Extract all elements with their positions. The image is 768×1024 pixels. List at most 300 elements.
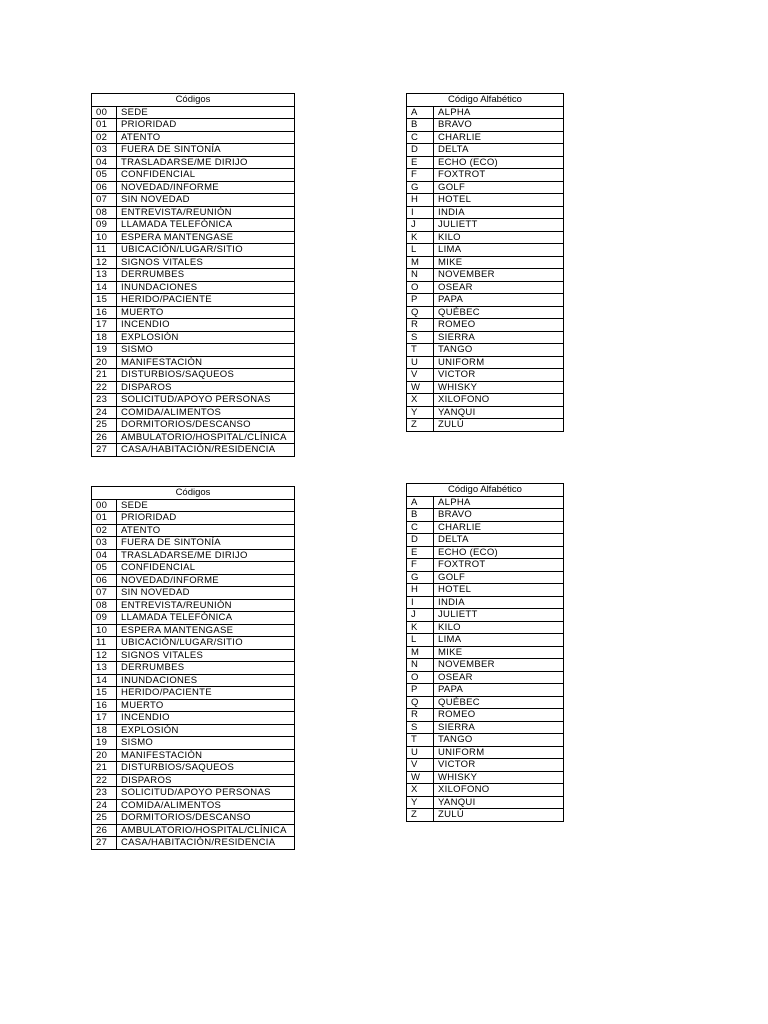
alphabet-letter: H	[407, 584, 434, 597]
code-row	[92, 206, 295, 219]
code-number: 15	[92, 687, 117, 700]
alphabet-row	[407, 496, 564, 509]
alphabet-row	[407, 671, 564, 684]
code-row	[92, 144, 295, 157]
alphabet-row	[407, 106, 564, 119]
code-row	[92, 737, 295, 750]
alphabet-row	[407, 419, 564, 432]
codes-table-body	[92, 106, 295, 456]
code-number: 00	[92, 499, 117, 512]
code-number: 17	[92, 712, 117, 725]
code-row	[92, 837, 295, 850]
code-row	[92, 637, 295, 650]
alphabet-row	[407, 181, 564, 194]
code-meaning: DERRUMBES	[117, 269, 295, 282]
code-row	[92, 799, 295, 812]
alphabet-row	[407, 331, 564, 344]
alphabet-word: PAPA	[434, 294, 564, 307]
code-row	[92, 662, 295, 675]
alphabet-row	[407, 356, 564, 369]
codes-table-title: Códigos	[92, 94, 295, 107]
alphabet-row	[407, 281, 564, 294]
code-row	[92, 156, 295, 169]
code-row	[92, 294, 295, 307]
code-row	[92, 787, 295, 800]
alphabet-word: HOTEL	[434, 194, 564, 207]
code-number: 09	[92, 612, 117, 625]
code-meaning: PRIORIDAD	[117, 512, 295, 525]
alphabet-row	[407, 406, 564, 419]
alphabet-word: QUÉBEC	[434, 696, 564, 709]
code-row	[92, 231, 295, 244]
alphabet-word: INDIA	[434, 596, 564, 609]
code-row	[92, 624, 295, 637]
code-meaning: DISTURBIOS/SAQUEOS	[117, 762, 295, 775]
alphabet-letter: M	[407, 256, 434, 269]
code-number: 21	[92, 762, 117, 775]
alphabet-word: BRAVO	[434, 119, 564, 132]
codes-table-top	[91, 93, 295, 457]
alphabet-row	[407, 194, 564, 207]
code-row	[92, 812, 295, 825]
alphabet-row	[407, 206, 564, 219]
alphabet-row	[407, 169, 564, 182]
alphabet-letter: V	[407, 759, 434, 772]
alphabet-letter: K	[407, 621, 434, 634]
code-meaning: HERIDO/PACIENTE	[117, 687, 295, 700]
code-row	[92, 724, 295, 737]
code-number: 11	[92, 637, 117, 650]
code-row	[92, 356, 295, 369]
code-number: 04	[92, 156, 117, 169]
alphabet-word: ROMEO	[434, 709, 564, 722]
code-row	[92, 687, 295, 700]
alphabet-word: XILOFONO	[434, 784, 564, 797]
code-number: 12	[92, 649, 117, 662]
code-meaning: AMBULATORIO/HOSPITAL/CLÍNICA	[117, 824, 295, 837]
alphabet-letter: J	[407, 219, 434, 232]
alphabet-letter: L	[407, 244, 434, 257]
code-number: 07	[92, 587, 117, 600]
code-meaning: TRASLADARSE/ME DIRIJO	[117, 549, 295, 562]
code-row	[92, 649, 295, 662]
code-number: 11	[92, 244, 117, 257]
alphabet-word: TANGO	[434, 344, 564, 357]
code-number: 10	[92, 231, 117, 244]
code-number: 23	[92, 394, 117, 407]
code-number: 20	[92, 749, 117, 762]
alphabet-letter: R	[407, 319, 434, 332]
alphabet-row	[407, 621, 564, 634]
alphabet-word: ZULÚ	[434, 419, 564, 432]
code-row	[92, 131, 295, 144]
alphabet-letter: C	[407, 131, 434, 144]
code-meaning: INUNDACIONES	[117, 281, 295, 294]
alphabet-letter: Z	[407, 809, 434, 822]
alphabet-letter: I	[407, 206, 434, 219]
code-row	[92, 499, 295, 512]
code-number: 06	[92, 574, 117, 587]
alphabet-letter: G	[407, 181, 434, 194]
code-meaning: MANIFESTACIÓN	[117, 356, 295, 369]
code-number: 01	[92, 512, 117, 525]
code-row	[92, 444, 295, 457]
code-meaning: CASA/HABITACIÓN/RESIDENCIA	[117, 837, 295, 850]
alphabet-row	[407, 369, 564, 382]
code-number: 14	[92, 281, 117, 294]
code-number: 23	[92, 787, 117, 800]
code-row	[92, 699, 295, 712]
code-meaning: DORMITORIOS/DESCANSO	[117, 812, 295, 825]
alphabet-letter: E	[407, 546, 434, 559]
code-row	[92, 824, 295, 837]
code-number: 26	[92, 824, 117, 837]
alphabet-letter: A	[407, 496, 434, 509]
alphabet-letter: A	[407, 106, 434, 119]
code-number: 02	[92, 131, 117, 144]
code-meaning: SIGNOS VITALES	[117, 256, 295, 269]
alphabet-word: KILO	[434, 231, 564, 244]
alphabet-letter: T	[407, 344, 434, 357]
code-row	[92, 369, 295, 382]
code-row	[92, 194, 295, 207]
code-row	[92, 749, 295, 762]
alphabet-row	[407, 609, 564, 622]
code-row	[92, 774, 295, 787]
alphabet-row	[407, 709, 564, 722]
code-meaning: CONFIDENCIAL	[117, 562, 295, 575]
code-number: 25	[92, 419, 117, 432]
alphabet-row	[407, 344, 564, 357]
alphabet-row	[407, 394, 564, 407]
alphabet-word: DELTA	[434, 144, 564, 157]
alphabet-letter: B	[407, 509, 434, 522]
code-meaning: SIGNOS VITALES	[117, 649, 295, 662]
code-meaning: ENTREVISTA/REUNIÓN	[117, 599, 295, 612]
code-meaning: PRIORIDAD	[117, 119, 295, 132]
code-meaning: LLAMADA TELEFÓNICA	[117, 219, 295, 232]
alphabet-letter: B	[407, 119, 434, 132]
code-meaning: SOLICITUD/APOYO PERSONAS	[117, 787, 295, 800]
alphabet-word: WHISKY	[434, 771, 564, 784]
alphabet-word: ZULÚ	[434, 809, 564, 822]
code-number: 19	[92, 737, 117, 750]
alphabet-row	[407, 696, 564, 709]
code-meaning: SIN NOVEDAD	[117, 587, 295, 600]
code-row	[92, 181, 295, 194]
alphabet-row	[407, 319, 564, 332]
code-number: 00	[92, 106, 117, 119]
alphabet-word: LIMA	[434, 244, 564, 257]
alphabet-letter: C	[407, 521, 434, 534]
alphabet-letter: L	[407, 634, 434, 647]
alphabet-row	[407, 721, 564, 734]
code-row	[92, 406, 295, 419]
alphabet-row	[407, 809, 564, 822]
code-number: 25	[92, 812, 117, 825]
alphabet-word: UNIFORM	[434, 746, 564, 759]
alphabet-word: OSEAR	[434, 281, 564, 294]
code-number: 26	[92, 431, 117, 444]
code-meaning: ATENTO	[117, 524, 295, 537]
code-meaning: INUNDACIONES	[117, 674, 295, 687]
alphabet-word: LIMA	[434, 634, 564, 647]
code-row	[92, 331, 295, 344]
code-meaning: EXPLOSIÓN	[117, 331, 295, 344]
alphabet-word: KILO	[434, 621, 564, 634]
alphabet-word: GOLF	[434, 181, 564, 194]
code-meaning: NOVEDAD/INFORME	[117, 574, 295, 587]
alphabet-word: XILOFONO	[434, 394, 564, 407]
code-meaning: LLAMADA TELEFÓNICA	[117, 612, 295, 625]
code-meaning: COMIDA/ALIMENTOS	[117, 799, 295, 812]
alphabet-letter: X	[407, 784, 434, 797]
alphabet-row	[407, 244, 564, 257]
alphabet-word: FOXTROT	[434, 169, 564, 182]
alphabet-word: SIERRA	[434, 721, 564, 734]
alphabet-row	[407, 546, 564, 559]
code-meaning: EXPLOSIÓN	[117, 724, 295, 737]
alphabet-word: CHARLIE	[434, 131, 564, 144]
code-number: 03	[92, 144, 117, 157]
code-number: 24	[92, 799, 117, 812]
code-number: 03	[92, 537, 117, 550]
code-meaning: DISTURBIOS/SAQUEOS	[117, 369, 295, 382]
alphabet-word: WHISKY	[434, 381, 564, 394]
code-row	[92, 419, 295, 432]
code-meaning: INCENDIO	[117, 712, 295, 725]
code-meaning: DERRUMBES	[117, 662, 295, 675]
code-row	[92, 306, 295, 319]
alphabet-row	[407, 559, 564, 572]
alphabet-row	[407, 219, 564, 232]
alphabet-letter: H	[407, 194, 434, 207]
code-number: 21	[92, 369, 117, 382]
alphabet-row	[407, 521, 564, 534]
alphabet-letter: Q	[407, 696, 434, 709]
alphabet-word: CHARLIE	[434, 521, 564, 534]
code-number: 17	[92, 319, 117, 332]
codes-table-body	[92, 499, 295, 849]
alphabet-row	[407, 759, 564, 772]
code-number: 08	[92, 599, 117, 612]
code-number: 13	[92, 269, 117, 282]
alphabet-word: VICTOR	[434, 369, 564, 382]
code-number: 27	[92, 837, 117, 850]
alphabet-row	[407, 231, 564, 244]
code-meaning: SOLICITUD/APOYO PERSONAS	[117, 394, 295, 407]
code-row	[92, 762, 295, 775]
code-meaning: ENTREVISTA/REUNIÓN	[117, 206, 295, 219]
code-number: 08	[92, 206, 117, 219]
alphabet-letter: N	[407, 269, 434, 282]
code-number: 01	[92, 119, 117, 132]
code-meaning: CONFIDENCIAL	[117, 169, 295, 182]
alphabet-letter: Q	[407, 306, 434, 319]
code-row	[92, 537, 295, 550]
alphabet-letter: W	[407, 771, 434, 784]
code-meaning: MUERTO	[117, 699, 295, 712]
code-row	[92, 562, 295, 575]
code-meaning: TRASLADARSE/ME DIRIJO	[117, 156, 295, 169]
alphabet-letter: G	[407, 571, 434, 584]
code-row	[92, 169, 295, 182]
alphabet-row	[407, 256, 564, 269]
code-meaning: DORMITORIOS/DESCANSO	[117, 419, 295, 432]
code-meaning: ATENTO	[117, 131, 295, 144]
alphabet-letter: Y	[407, 796, 434, 809]
alphabet-letter: R	[407, 709, 434, 722]
code-row	[92, 394, 295, 407]
code-number: 16	[92, 306, 117, 319]
alphabet-letter: K	[407, 231, 434, 244]
alphabet-letter: V	[407, 369, 434, 382]
alphabet-word: NOVEMBER	[434, 269, 564, 282]
code-meaning: AMBULATORIO/HOSPITAL/CLÍNICA	[117, 431, 295, 444]
code-row	[92, 524, 295, 537]
code-row	[92, 612, 295, 625]
code-row	[92, 381, 295, 394]
alphabet-table-body	[407, 496, 564, 821]
alphabet-letter: O	[407, 281, 434, 294]
code-meaning: SISMO	[117, 344, 295, 357]
alphabet-table-title: Código Alfabético	[407, 484, 564, 497]
alphabet-word: JULIETT	[434, 609, 564, 622]
code-number: 18	[92, 724, 117, 737]
alphabet-word: JULIETT	[434, 219, 564, 232]
code-number: 04	[92, 549, 117, 562]
code-row	[92, 219, 295, 232]
alphabet-word: ROMEO	[434, 319, 564, 332]
code-row	[92, 256, 295, 269]
code-meaning: MUERTO	[117, 306, 295, 319]
alphabet-letter: E	[407, 156, 434, 169]
alphabet-word: ALPHA	[434, 106, 564, 119]
alphabet-row	[407, 381, 564, 394]
alphabet-letter: M	[407, 646, 434, 659]
alphabet-letter: J	[407, 609, 434, 622]
code-number: 15	[92, 294, 117, 307]
alphabet-word: FOXTROT	[434, 559, 564, 572]
code-number: 05	[92, 169, 117, 182]
code-meaning: FUERA DE SINTONÍA	[117, 537, 295, 550]
alphabet-letter: Z	[407, 419, 434, 432]
code-number: 02	[92, 524, 117, 537]
code-number: 06	[92, 181, 117, 194]
alphabet-row	[407, 534, 564, 547]
alphabet-word: TANGO	[434, 734, 564, 747]
alphabet-row	[407, 294, 564, 307]
alphabet-row	[407, 571, 564, 584]
alphabet-word: HOTEL	[434, 584, 564, 597]
alphabet-table-bottom	[406, 483, 564, 822]
alphabet-word: ALPHA	[434, 496, 564, 509]
alphabet-letter: U	[407, 356, 434, 369]
alphabet-row	[407, 584, 564, 597]
code-meaning: MANIFESTACIÓN	[117, 749, 295, 762]
alphabet-word: BRAVO	[434, 509, 564, 522]
alphabet-row	[407, 796, 564, 809]
alphabet-table-top	[406, 93, 564, 432]
code-meaning: ESPERA MANTENGASE	[117, 624, 295, 637]
alphabet-letter: I	[407, 596, 434, 609]
alphabet-word: OSEAR	[434, 671, 564, 684]
code-row	[92, 587, 295, 600]
code-row	[92, 574, 295, 587]
alphabet-word: ECHO (ECO)	[434, 546, 564, 559]
code-number: 16	[92, 699, 117, 712]
code-row	[92, 119, 295, 132]
alphabet-row	[407, 156, 564, 169]
alphabet-row	[407, 269, 564, 282]
code-meaning: SEDE	[117, 499, 295, 512]
alphabet-word: MIKE	[434, 256, 564, 269]
code-number: 13	[92, 662, 117, 675]
code-number: 09	[92, 219, 117, 232]
code-row	[92, 244, 295, 257]
alphabet-row	[407, 771, 564, 784]
code-meaning: SIN NOVEDAD	[117, 194, 295, 207]
alphabet-letter: P	[407, 684, 434, 697]
code-row	[92, 674, 295, 687]
codes-table-bottom	[91, 486, 295, 850]
alphabet-letter: U	[407, 746, 434, 759]
alphabet-word: NOVEMBER	[434, 659, 564, 672]
alphabet-word: ECHO (ECO)	[434, 156, 564, 169]
code-meaning: HERIDO/PACIENTE	[117, 294, 295, 307]
alphabet-word: INDIA	[434, 206, 564, 219]
code-meaning: UBICACIÓN/LUGAR/SITIO	[117, 637, 295, 650]
alphabet-row	[407, 596, 564, 609]
alphabet-row	[407, 784, 564, 797]
alphabet-letter: W	[407, 381, 434, 394]
code-meaning: SEDE	[117, 106, 295, 119]
alphabet-row	[407, 509, 564, 522]
code-number: 27	[92, 444, 117, 457]
code-number: 10	[92, 624, 117, 637]
codes-table-title: Códigos	[92, 487, 295, 500]
alphabet-letter: P	[407, 294, 434, 307]
alphabet-letter: N	[407, 659, 434, 672]
alphabet-table-title: Código Alfabético	[407, 94, 564, 107]
alphabet-row	[407, 659, 564, 672]
code-row	[92, 512, 295, 525]
alphabet-word: DELTA	[434, 534, 564, 547]
alphabet-word: PAPA	[434, 684, 564, 697]
code-row	[92, 106, 295, 119]
alphabet-letter: D	[407, 144, 434, 157]
code-number: 07	[92, 194, 117, 207]
code-number: 05	[92, 562, 117, 575]
code-row	[92, 712, 295, 725]
code-number: 18	[92, 331, 117, 344]
code-row	[92, 431, 295, 444]
alphabet-word: QUÉBEC	[434, 306, 564, 319]
alphabet-letter: O	[407, 671, 434, 684]
alphabet-letter: D	[407, 534, 434, 547]
code-meaning: DISPAROS	[117, 774, 295, 787]
alphabet-word: UNIFORM	[434, 356, 564, 369]
code-number: 19	[92, 344, 117, 357]
alphabet-row	[407, 684, 564, 697]
alphabet-row	[407, 746, 564, 759]
code-number: 22	[92, 774, 117, 787]
code-meaning: SISMO	[117, 737, 295, 750]
alphabet-letter: X	[407, 394, 434, 407]
alphabet-row	[407, 119, 564, 132]
code-row	[92, 281, 295, 294]
alphabet-letter: S	[407, 721, 434, 734]
